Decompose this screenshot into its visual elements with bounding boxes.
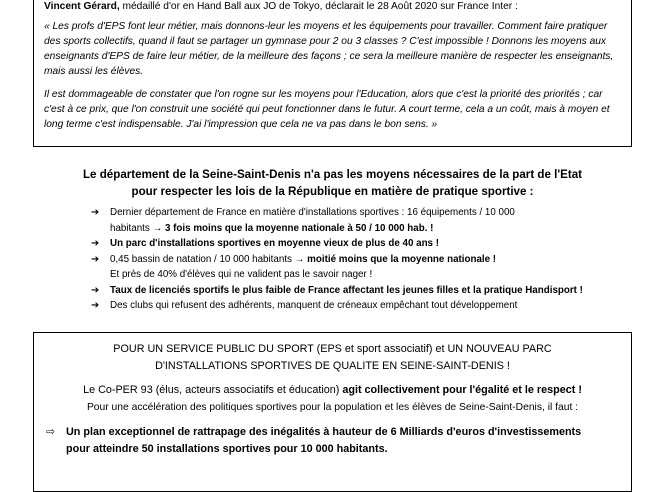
list-item: ➔ Dernier département de France en matière d'installations sportives : 16 équipements / 10 000 habitants → 3 fois moins que la moyenne nationale à 50 / 10 000 hab. ! <box>91 207 515 234</box>
quote-source: médaillé d'or en Hand Ball aux JO de Tokyo, déclarait le 28 Août 2020 sur France Inter : <box>119 1 518 12</box>
list-item: ➔ Taux de licenciés sportifs le plus faible de France affectant les jeunes filles et la pratique Handisport ! <box>88 283 648 299</box>
plan-title-line-2: D'INSTALLATIONS SPORTIVES DE QUALITE EN SEINE-SAINT-DENIS ! <box>155 360 510 372</box>
facts-list <box>88 205 648 314</box>
quote-author: Vincent Gérard, <box>44 1 120 12</box>
arrow-right-icon: ➔ <box>91 284 100 296</box>
arrow-outline-icon: ⇨ <box>46 426 56 438</box>
arrow-icon: → <box>294 253 305 265</box>
plan-intro: Le Co-PER 93 (élus, acteurs associatifs et éducation) agit collectivement pour l'égalité et le respect ! <box>83 384 582 396</box>
section-title-line-2: pour respecter les lois de la République en matière de pratique sportive : <box>131 185 534 198</box>
section-title <box>33 166 632 200</box>
arrow-right-icon: ➔ <box>91 207 100 218</box>
arrow-right-icon: ➔ <box>91 253 100 265</box>
plan-title <box>44 341 621 375</box>
list-item: ➔ Un parc d'installations sportives en moyenne vieux de plus de 40 ans ! <box>88 236 648 252</box>
list-item: ⇨ Un plan exceptionnel de rattrapage des inégalités à hauteur de 6 Milliards d'euros d'investissements pour atteindre 50 installations sportives pour 10 000 habitants. <box>46 426 582 455</box>
quote-box <box>33 0 632 147</box>
plan-box <box>33 332 632 492</box>
arrow-icon: → <box>152 222 163 234</box>
arrow-right-icon: ➔ <box>91 300 100 311</box>
plan-list <box>44 424 621 458</box>
list-item: ➔ 0,45 bassin de natation / 10 000 habitants → moitié moins que la moyenne nationale ! Et près de 40% d'élèves qui ne valident pas le savoir nager ! <box>91 253 497 280</box>
plan-title-line-1: POUR UN SERVICE PUBLIC DU SPORT (EPS et sport associatif) et UN NOUVEAU PARC <box>113 343 552 355</box>
list-item: ➔ Des clubs qui refusent des adhérents, manquent de créneaux empêchant tout développement <box>88 298 648 314</box>
quote-paragraph-1: « Les profs d'EPS font leur métier, mais donnons-leur les moyens et les équipements pour travailler. Comment faire pratiquer des sports collectifs, quand il faut se partager un gymnase pour 2 ou 3 classes ? C'est impossible ! Donnons les moyens aux enseignants d'EPS de faire leur métier, de la meilleure des façons ; ce sera la meilleure manière de respecter les enseignants, mais aussi les élèves. <box>44 21 614 77</box>
arrow-right-icon: ➔ <box>91 238 100 249</box>
section-title-line-1: Le département de la Seine-Saint-Denis n'a pas les moyens nécessaires de la part de l'Etat <box>82 168 583 181</box>
quote-attribution <box>44 0 621 14</box>
plan-intro-2: Pour une accélération des politiques sportives pour la population et les élèves de Seine-Saint-Denis, il faut : <box>86 402 579 413</box>
quote-paragraph-2: Il est dommageable de constater que l'on rogne sur les moyens pour l'Education, alors que c'est la priorité des priorités ; car c'est à ce prix, que l'on construit une société qui peut fonctionner dans le futur. A court terme, cela a un coût, mais à moyen et long terme c'est indispensable. J'ai l'impression que cela ne va pas dans le bon sens. » <box>44 89 610 130</box>
